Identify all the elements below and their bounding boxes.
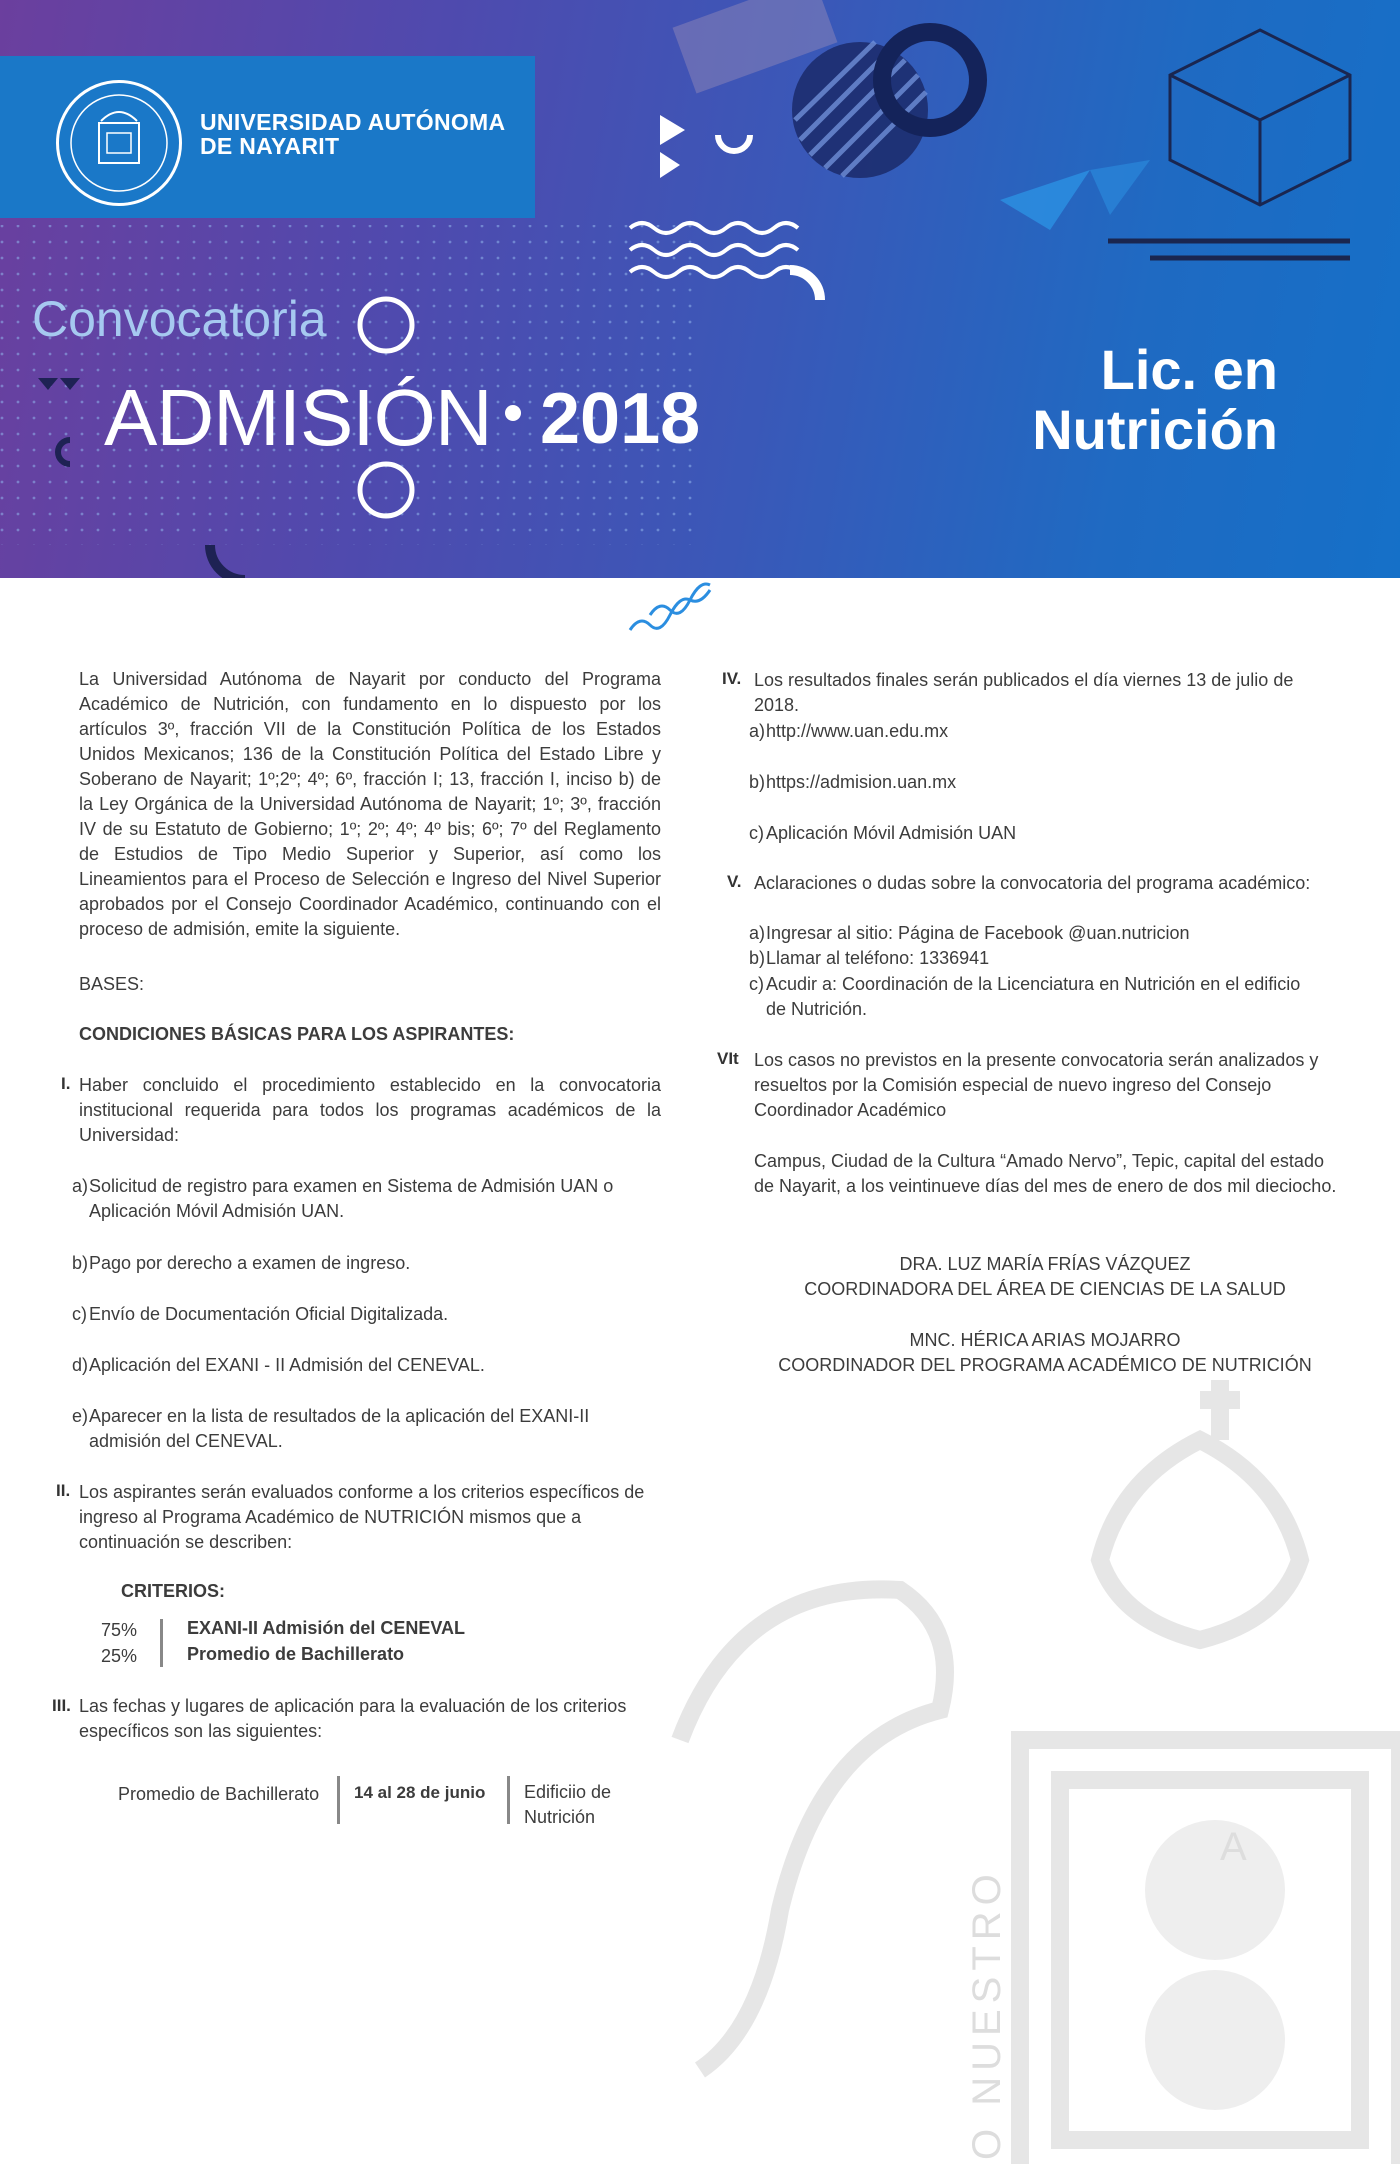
closing-paragraph: Campus, Ciudad de la Cultura “Amado Nervo”, Tepic, capital del estado de Nayarit, a los veintinueve días del mes de enero de dos mil dieciocho. (754, 1151, 1337, 1196)
item-letter: a) (72, 1176, 89, 1196)
criterios-label: CRITERIOS: (121, 1581, 226, 1601)
item-letter: b) (749, 948, 766, 968)
watermark-letter: A (1220, 1825, 1247, 1869)
item-letter: b) (72, 1253, 89, 1273)
university-name-line1: UNIVERSIDAD AUTÓNOMA (200, 109, 506, 135)
item-text (766, 972, 1349, 1022)
signatory-2-name: MNC. HÉRICA ARIAS MOJARRO (909, 1330, 1181, 1350)
list-item (749, 770, 1329, 795)
section-2-text: Los aspirantes serán evaluados conforme a los criterios específicos de ingreso al Programa Académico de NUTRICIÓN mismos que a continuación se describen: (79, 1482, 645, 1552)
squiggle-decoration (620, 560, 730, 640)
bullet-dot (505, 405, 521, 421)
schedule-divider-2 (507, 1776, 510, 1824)
item-letter: c) (749, 823, 764, 843)
section-3-text: Las fechas y lugares de aplicación para la evaluación de los criterios específicos son las siguientes: (79, 1696, 627, 1741)
item-letter: d) (72, 1355, 89, 1375)
criterios-divider (160, 1619, 163, 1667)
list-item (72, 1251, 672, 1276)
section-3-number: III. (52, 1696, 71, 1715)
list-item (749, 719, 1329, 744)
section-1-text: Haber concluido el procedimiento establecido en la convocatoria institucional requerida para todos los programas académicos de la Universidad: (79, 1075, 661, 1145)
list-item (72, 1353, 672, 1378)
section-4-number: IV. (722, 669, 742, 688)
bases-label: BASES: (79, 974, 145, 994)
item-text-line1: Acudir a: Coordinación de la Licenciatura en Nutrición en el edificio (766, 974, 1301, 994)
university-name-line2: DE NAYARIT (200, 133, 340, 159)
item-letter: a) (749, 721, 766, 741)
section-4-text: Los resultados finales serán publicados el día viernes 13 de julio de 2018. (754, 670, 1294, 715)
list-item (72, 1404, 672, 1454)
admision-label: ADMISIÓN (104, 373, 492, 462)
university-seal-icon (56, 80, 182, 206)
item-text: Llamar al teléfono: 1336941 (766, 948, 990, 968)
list-item (749, 821, 1329, 846)
item-letter: e) (72, 1406, 89, 1426)
schedule-place (524, 1780, 611, 1830)
schedule-dates: 14 al 28 de junio (354, 1783, 486, 1802)
schedule-criterion: Promedio de Bachillerato (118, 1784, 320, 1804)
year-label: 2018 (540, 379, 701, 459)
criterio-2-percent: 25% (101, 1646, 138, 1666)
criterio-1-name: EXANI-II Admisión del CENEVAL (187, 1618, 466, 1638)
section-1-number: I. (61, 1074, 71, 1093)
item-text-line2: de Nutrición. (766, 999, 868, 1019)
item-letter: c) (749, 974, 764, 994)
item-text: Ingresar al sitio: Página de Facebook @uan.nutricion (766, 923, 1190, 943)
section-6-text: Los casos no previstos en la presente convocatoria serán analizados y resueltos por la Comisión especial de nuevo ingreso del Consejo Coordinador Académico (754, 1050, 1319, 1120)
schedule-place-line2: Nutrición (524, 1807, 596, 1827)
coat-of-arms-watermark-icon (560, 1380, 1400, 2164)
university-name (200, 110, 505, 158)
watermark-motto: O NUESTRO (965, 1868, 1009, 2160)
program-title (878, 340, 1278, 460)
criterio-1-percent: 75% (101, 1620, 138, 1640)
schedule-place-line1: Edificiio de (524, 1782, 612, 1802)
signatory-2-title: COORDINADOR DEL PROGRAMA ACADÉMICO DE NUTRICIÓN (778, 1355, 1312, 1375)
item-text-line2: Aplicación Móvil Admisión UAN. (89, 1201, 345, 1221)
list-item (749, 921, 1349, 946)
item-letter: a) (749, 923, 766, 943)
criterio-2-name: Promedio de Bachillerato (187, 1644, 405, 1664)
convocatoria-label: Convocatoria (32, 291, 327, 347)
list-item (72, 1174, 672, 1224)
item-text-line1: Solicitud de registro para examen en Sistema de Admisión UAN o (89, 1176, 614, 1196)
section-5-number: V. (727, 872, 742, 891)
conditions-heading: CONDICIONES BÁSICAS PARA LOS ASPIRANTES: (79, 1024, 515, 1044)
item-text (89, 1174, 661, 1224)
section-2-number: II. (56, 1481, 71, 1500)
item-text: Envío de Documentación Oficial Digitalizada. (89, 1304, 449, 1324)
program-title-line1: Lic. en (1100, 338, 1278, 401)
header-banner (0, 0, 1400, 578)
signatory-1-title: COORDINADORA DEL ÁREA DE CIENCIAS DE LA SALUD (804, 1279, 1286, 1299)
program-title-line2: Nutrición (1032, 398, 1278, 461)
item-text (89, 1404, 661, 1454)
schedule-divider-1 (337, 1776, 340, 1824)
item-text: Aplicación Móvil Admisión UAN (766, 823, 1017, 843)
item-letter: b) (749, 772, 766, 792)
item-text-line1: Aparecer en la lista de resultados de la aplicación del EXANI-II (89, 1406, 590, 1426)
intro-paragraph: La Universidad Autónoma de Nayarit por conducto del Programa Académico de Nutrición, con fundamento en lo dispuesto por los artículos 3º, fracción VII de la Constitución Política de los Estados Unidos Mexicanos; 136 de la Constitución Política del Estado Libre y Soberano de Nayarit; 1º;2º; 4º; 6º, fracción I; 13, fracción I, inciso b) de la Ley Orgánica de la Universidad Autónoma de Nayarit; 1º; 3º, fracción IV de su Estatuto de Gobierno; 1º; 2º; 4º; 4º bis; 6º; 7º del Reglamento de Estudios de Tipo Medio Superior y Superior, así como los Lineamientos para el Proceso de Selección e Ingreso del Nivel Superior aprobados por el Consejo Coordinador Académico, continuando con el proceso de admisión, emite la siguiente. (79, 669, 661, 939)
section-5-text: Aclaraciones o dudas sobre la convocatoria del programa académico: (754, 873, 1311, 893)
list-item (749, 946, 1349, 971)
item-text: Pago por derecho a examen de ingreso. (89, 1253, 411, 1273)
item-letter: c) (72, 1304, 87, 1324)
list-item (749, 972, 1349, 1022)
section-6-number: VIt (717, 1049, 739, 1068)
item-link-text: https://admision.uan.mx (766, 772, 957, 792)
list-item (72, 1302, 672, 1327)
item-text-line2: admisión del CENEVAL. (89, 1431, 283, 1451)
signatory-1-name: DRA. LUZ MARÍA FRÍAS VÁZQUEZ (899, 1254, 1191, 1274)
item-link-text: http://www.uan.edu.mx (766, 721, 949, 741)
item-text: Aplicación del EXANI - II Admisión del CENEVAL. (89, 1355, 485, 1375)
